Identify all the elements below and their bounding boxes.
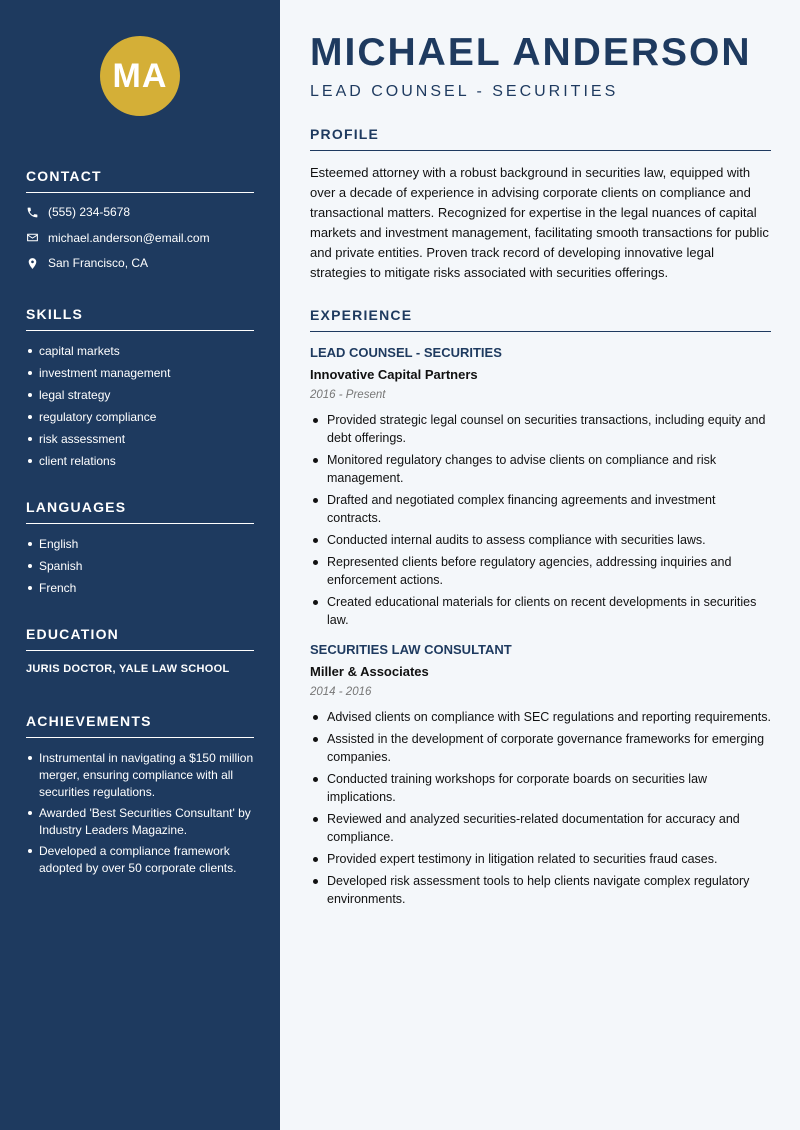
achievement-item: Instrumental in navigating a $150 million merger, ensuring compliance with all securities regulations. [26, 750, 254, 801]
skills-section [26, 306, 254, 469]
job-bullet: Developed risk assessment tools to help clients navigate complex regulatory environments. [310, 872, 771, 908]
languages-list [26, 536, 254, 596]
skill-item: regulatory compliance [26, 409, 254, 425]
languages-heading: LANGUAGES [26, 499, 254, 524]
job-bullet: Drafted and negotiated complex financing agreements and investment contracts. [310, 491, 771, 527]
phone-text: (555) 234-5678 [48, 205, 131, 219]
job-entry [310, 344, 771, 629]
job-title: SECURITIES LAW CONSULTANT [310, 642, 512, 657]
job-company: Innovative Capital Partners [310, 367, 478, 382]
experience-section [310, 307, 771, 908]
main-content [280, 0, 800, 1130]
job-bullet: Assisted in the development of corporate governance frameworks for emerging companies. [310, 730, 771, 766]
candidate-name: MICHAEL ANDERSON [310, 31, 752, 74]
job-bullet: Provided strategic legal counsel on securities transactions, including equity and debt offerings. [310, 411, 771, 447]
language-item: English [26, 536, 254, 552]
job-bullet: Represented clients before regulatory agencies, addressing inquiries and enforcement actions. [310, 553, 771, 589]
skill-item: investment management [26, 365, 254, 381]
achievement-item: Awarded 'Best Securities Consultant' by Industry Leaders Magazine. [26, 805, 254, 839]
profile-section [310, 126, 771, 283]
achievements-list [26, 750, 254, 877]
language-item: Spanish [26, 558, 254, 574]
location-text: San Francisco, CA [48, 256, 149, 270]
languages-section [26, 499, 254, 596]
job-dates: 2016 - Present [310, 389, 386, 401]
job-bullet: Created educational materials for clients on recent developments in securities law. [310, 593, 771, 629]
job-bullet: Reviewed and analyzed securities-related documentation for accuracy and compliance. [310, 810, 771, 846]
mail-icon [26, 231, 39, 244]
job-bullets [310, 411, 771, 629]
job-bullet: Monitored regulatory changes to advise clients on compliance and risk management. [310, 451, 771, 487]
job-company: Miller & Associates [310, 664, 429, 679]
job-bullet: Advised clients on compliance with SEC regulations and reporting requirements. [310, 708, 771, 726]
profile-heading: PROFILE [310, 126, 771, 151]
job-dates: 2014 - 2016 [310, 686, 372, 698]
skill-item: capital markets [26, 343, 254, 359]
contact-email [26, 231, 254, 245]
education-heading: EDUCATION [26, 626, 254, 651]
location-pin-icon [26, 257, 39, 270]
avatar: MA [100, 36, 180, 116]
contact-phone [26, 205, 254, 219]
job-title: LEAD COUNSEL - SECURITIES [310, 345, 502, 360]
profile-text: Esteemed attorney with a robust background in securities law, equipped with over a decade of experience in advising corporate clients on compliance and transactional matters. Recognized for expertise in the legal nuances of capital markets and investment management, facilitating smooth transactions for public and private entities. Proven track record of developing innovative legal strategies to mitigate risks associated with securities offerings. [310, 165, 769, 280]
email-text: michael.anderson@email.com [48, 230, 210, 245]
achievement-item: Developed a compliance framework adopted by over 50 corporate clients. [26, 843, 254, 877]
achievements-section [26, 713, 254, 877]
job-bullet: Conducted internal audits to assess compliance with securities laws. [310, 531, 771, 549]
phone-icon [26, 206, 39, 219]
language-item: French [26, 580, 254, 596]
contact-section [26, 168, 254, 270]
education-item: JURIS DOCTOR, YALE LAW SCHOOL [26, 663, 230, 675]
job-bullet: Provided expert testimony in litigation related to securities fraud cases. [310, 850, 771, 868]
skill-item: legal strategy [26, 387, 254, 403]
job-entry [310, 641, 771, 908]
skills-list [26, 343, 254, 469]
sidebar [0, 0, 280, 1130]
contact-location [26, 256, 254, 270]
job-bullet: Conducted training workshops for corporate boards on securities law implications. [310, 770, 771, 806]
job-bullets [310, 708, 771, 908]
education-section [26, 626, 254, 675]
achievements-heading: ACHIEVEMENTS [26, 713, 254, 738]
skill-item: risk assessment [26, 431, 254, 447]
candidate-role: LEAD COUNSEL - SECURITIES [310, 83, 619, 100]
contact-heading: CONTACT [26, 168, 254, 193]
experience-heading: EXPERIENCE [310, 307, 771, 332]
skills-heading: SKILLS [26, 306, 254, 331]
skill-item: client relations [26, 453, 254, 469]
